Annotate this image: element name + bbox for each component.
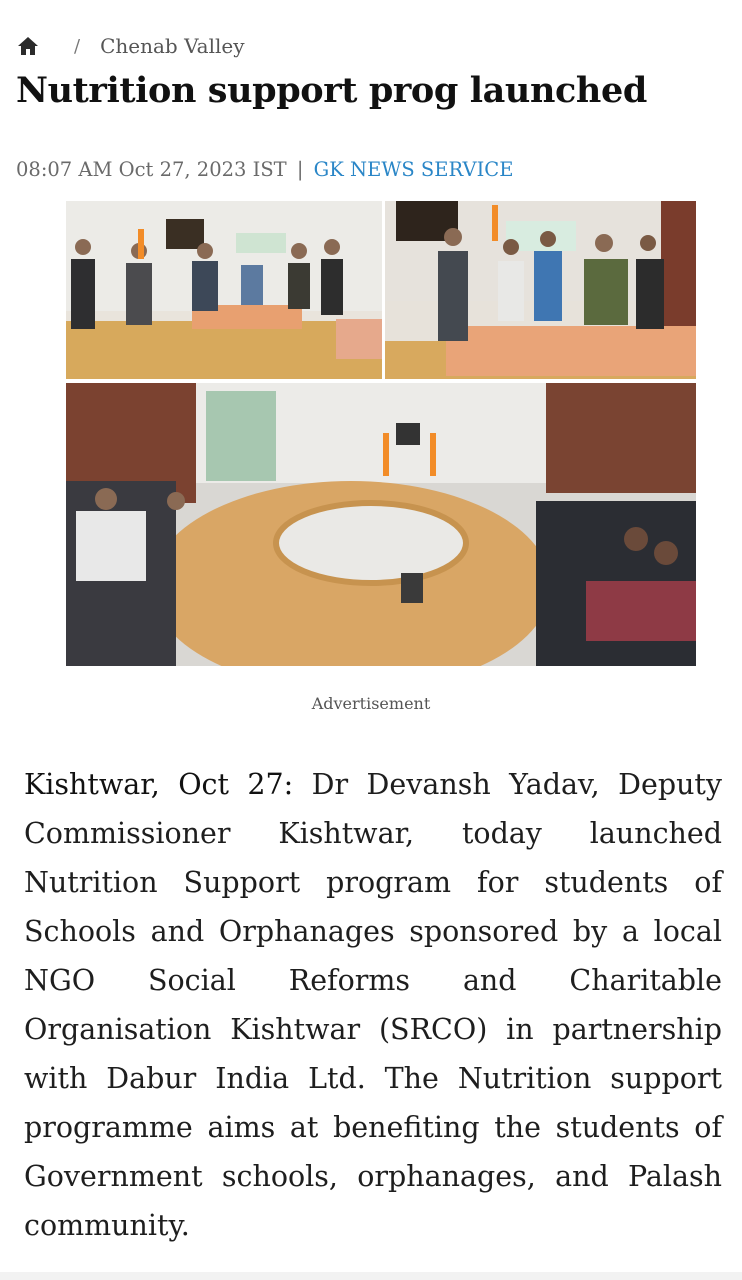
breadcrumb bbox=[16, 30, 245, 62]
article-body-text: Dr Devansh Yadav, Deputy Commissioner Kishtwar, today launched Nutrition Support program for students of Schools and Orphanages sponsored by a local NGO Social Reforms and Charitable Organisation Kishtwar (SRCO) in partnership with Dabur India Ltd. The Nutrition support programme aims at benefiting the students of Government schools, orphanages, and Palash community. bbox=[24, 768, 722, 1242]
home-icon[interactable] bbox=[16, 34, 40, 58]
source-link[interactable]: GK NEWS SERVICE bbox=[313, 158, 514, 181]
page-title: Nutrition support prog launched bbox=[16, 70, 647, 111]
article-dateline: Kishtwar, Oct 27: bbox=[24, 768, 294, 801]
home-link[interactable] bbox=[16, 34, 40, 58]
article-photo[interactable] bbox=[66, 201, 696, 666]
publish-timestamp: 08:07 AM Oct 27, 2023 IST bbox=[16, 158, 287, 181]
breadcrumb-section-link[interactable]: Chenab Valley bbox=[100, 34, 245, 58]
article-photo-image bbox=[66, 201, 696, 666]
breadcrumb-separator: / bbox=[74, 35, 81, 57]
advertisement-label: Advertisement bbox=[311, 694, 431, 713]
bottom-bar bbox=[0, 1272, 742, 1280]
article-body bbox=[24, 760, 722, 1250]
meta-separator: | bbox=[296, 158, 304, 181]
article-meta bbox=[16, 158, 513, 181]
